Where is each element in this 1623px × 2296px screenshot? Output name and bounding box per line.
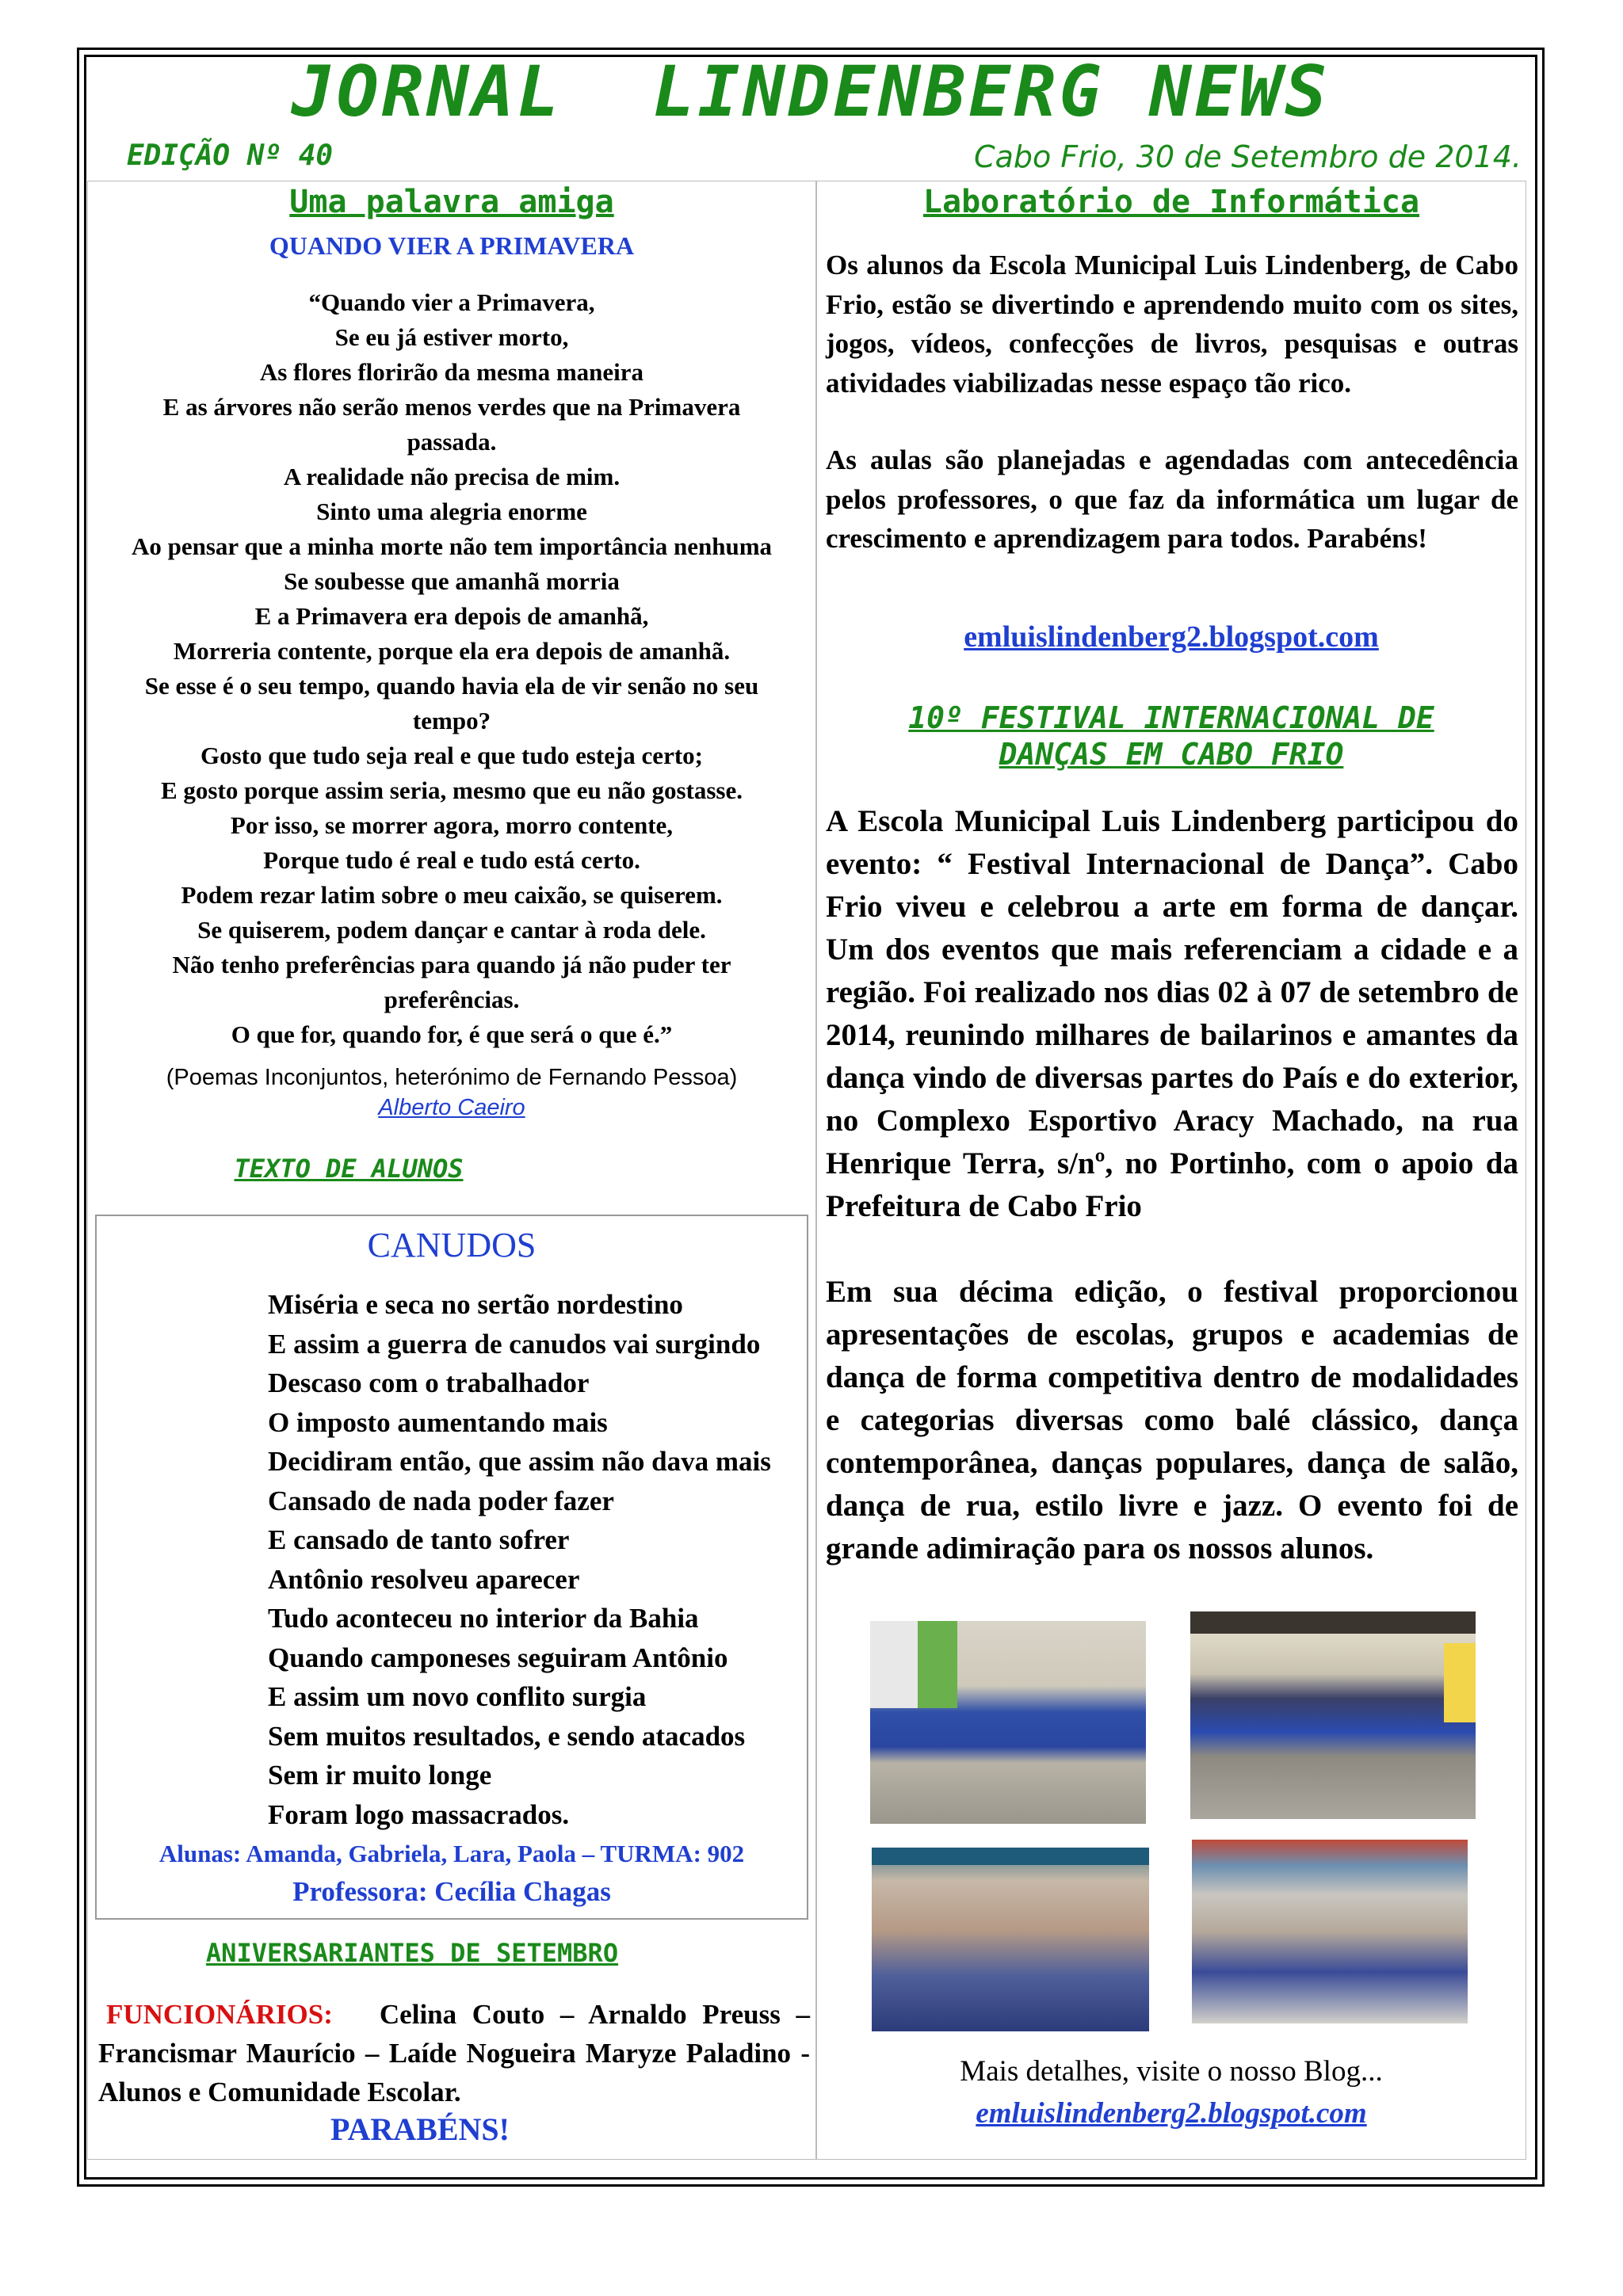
poem-line: As flores florirão da mesma maneira (259, 358, 644, 386)
poem-line: Morreria contente, porque ela era depois de amanhã. (173, 637, 731, 665)
poem-line: Não tenho preferências para quando já não puder ter (172, 951, 731, 978)
poem-line: E as árvores não serão menos verdes que na Primavera (162, 393, 741, 421)
lab-paragraph-1: Os alunos da Escola Municipal Luis Lindenberg, de Cabo Frio, estão se divertindo e aprendendo muito com os sites, jogos, vídeos, confecções de livros, pesquisas e outras atividades viabilizadas nesse espaço tão rico. (826, 250, 1518, 399)
section-title-aniversariantes: ANIVERSARIANTES DE SETEMBRO (205, 1938, 619, 1968)
canudos-line: Tudo aconteceu no interior da Bahia (268, 1603, 699, 1634)
canudos-line: E assim a guerra de canudos vai surgindo (268, 1328, 761, 1360)
poem-line: O que for, quando for, é que será o que é.” (231, 1020, 673, 1048)
section-title-laboratorio: Laboratório de Informática (922, 184, 1420, 220)
canudos-line: Descaso com o trabalhador (268, 1367, 590, 1398)
canudos-line: Sem muitos resultados, e sendo atacados (268, 1720, 746, 1752)
canudos-line: Cansado de nada poder fazer (268, 1485, 614, 1516)
poem-line: E gosto porque assim seria, mesmo que eu não gostasse. (161, 776, 743, 804)
poem-line: Podem rezar latim sobre o meu caixão, se quiserem. (181, 881, 723, 909)
section-title-festival-line1: 10º FESTIVAL INTERNACIONAL DE (908, 700, 1434, 735)
poem-line: Porque tudo é real e tudo está certo. (263, 846, 640, 874)
birthday-text (98, 1995, 810, 2111)
lab-blog-link[interactable]: emluislindenberg2.blogspot.com (964, 620, 1379, 654)
lab-paragraph-2: As aulas são planejadas e agendadas com antecedência pelos professores, o que faz da informática um lugar de crescimento e aprendizagem para todos. Parabéns! (826, 444, 1518, 554)
canudos-line: Sem ir muito longe (268, 1760, 492, 1791)
canudos-students: Alunas: Amanda, Gabriela, Lara, Paola – TURMA: 902 (158, 1840, 745, 1867)
photo-students-audience-2 (1192, 1840, 1468, 2023)
poem-line: passada. (407, 428, 497, 456)
photo-students-group-2 (1190, 1611, 1476, 1819)
poem-line: E a Primavera era depois de amanhã, (254, 602, 649, 630)
canudos-line: O imposto aumentando mais (268, 1406, 608, 1438)
canudos-line: Quando camponeses seguiram Antônio (268, 1642, 728, 1673)
canudos-line: E assim um novo conflito surgia (268, 1681, 647, 1712)
canudos-line: Miséria e seca no sertão nordestino (268, 1289, 683, 1320)
poem-line: “Quando vier a Primavera, (308, 288, 595, 316)
poem-source: (Poemas Inconjuntos, heterónimo de Fernando Pessoa) (166, 1065, 738, 1090)
poem-body (95, 285, 808, 1052)
canudos-line: Foram logo massacrados. (268, 1798, 570, 1830)
poem-line: Por isso, se morrer agora, morro contente, (230, 811, 674, 839)
dateline: Cabo Frio, 30 de Setembro de 2014. (974, 139, 1522, 174)
poem-title: QUANDO VIER A PRIMAVERA (269, 231, 635, 260)
footer-blog-link[interactable]: emluislindenberg2.blogspot.com (976, 2097, 1367, 2130)
newspaper-title: JORNAL LINDENBERG NEWS (291, 51, 1331, 132)
canudos-title: CANUDOS (367, 1226, 537, 1264)
poem-author (95, 1095, 808, 1121)
poem-line: tempo? (412, 707, 491, 734)
lab-blog-link-wrap (824, 620, 1518, 654)
section-title-uma-palavra-amiga: Uma palavra amiga (289, 184, 614, 220)
poem-line: Gosto que tudo seja real e que tudo esteja certo; (200, 742, 703, 769)
canudos-teacher: Professora: Cecília Chagas (292, 1876, 611, 1907)
photo-students-group-1 (870, 1621, 1146, 1824)
poem-line: preferências. (384, 986, 520, 1013)
poem-line: Se soubesse que amanhã morria (284, 567, 620, 595)
poem-line: Sinto uma alegria enorme (316, 498, 587, 525)
canudos-line: Antônio resolveu aparecer (268, 1563, 580, 1595)
footer-blog-link-wrap (824, 2096, 1518, 2130)
poem-line: A realidade não precisa de mim. (283, 463, 621, 490)
poem-line: Se quiserem, podem dançar e cantar à roda dele. (197, 916, 706, 944)
festival-paragraph-2: Em sua décima edição, o festival proporcionou apresentações de escolas, grupos e academias de dança de forma competitiva dentro de modalidades e categorias diversas como balé clássico, dança contemporânea, danças populares, dança de salão, dança de rua, estilo livre e jazz. O evento foi de grande adimiração para os nossos alunos. (826, 1275, 1518, 1566)
poem-line: Se esse é o seu tempo, quando havia ela de vir senão no seu (144, 672, 759, 700)
birthday-label: FUNCIONÁRIOS: (106, 1999, 333, 2030)
photo-students-audience-1 (872, 1848, 1149, 2031)
poem-author-link[interactable]: Alberto Caeiro (378, 1095, 525, 1120)
festival-paragraph-1: A Escola Municipal Luis Lindenberg participou do evento: “ Festival Internacional de Dança”. Cabo Frio viveu e celebrou a arte em forma de dançar. Um dos eventos que mais referenciam a cidade e a região. Foi realizado nos dias 02 à 07 de setembro de 2014, reunindo milhares de bailarinos e amantes da dança vindo de diversas partes do País e do exterior, no Complexo Esportivo Aracy Machado, na rua Henrique Terra, s/nº, no Portinho, com o apoio da Prefeitura de Cabo Frio (826, 804, 1518, 1223)
canudos-poem (268, 1285, 771, 1834)
canudos-line: E cansado de tanto sofrer (268, 1524, 570, 1555)
section-title-texto-de-alunos: TEXTO DE ALUNOS (234, 1154, 464, 1184)
poem-line: Ao pensar que a minha morte não tem importância nenhuma (131, 532, 773, 560)
canudos-line: Decidiram então, que assim não dava mais (268, 1446, 771, 1477)
birthday-closing: PARABÉNS! (330, 2111, 510, 2147)
edition-number: EDIÇÃO Nº 40 (127, 139, 334, 172)
birthday-names: Celina Couto – Arnaldo Preuss – Francismar Maurício – Laíde Nogueira Maryze Paladino - Alunos e Comunidade Escolar. (98, 1999, 810, 2107)
poem-line: Se eu já estiver morto, (334, 323, 569, 351)
section-title-festival-line2: DANÇAS EM CABO FRIO (999, 737, 1344, 772)
footer-blog-text: Mais detalhes, visite o nosso Blog... (960, 2055, 1383, 2088)
